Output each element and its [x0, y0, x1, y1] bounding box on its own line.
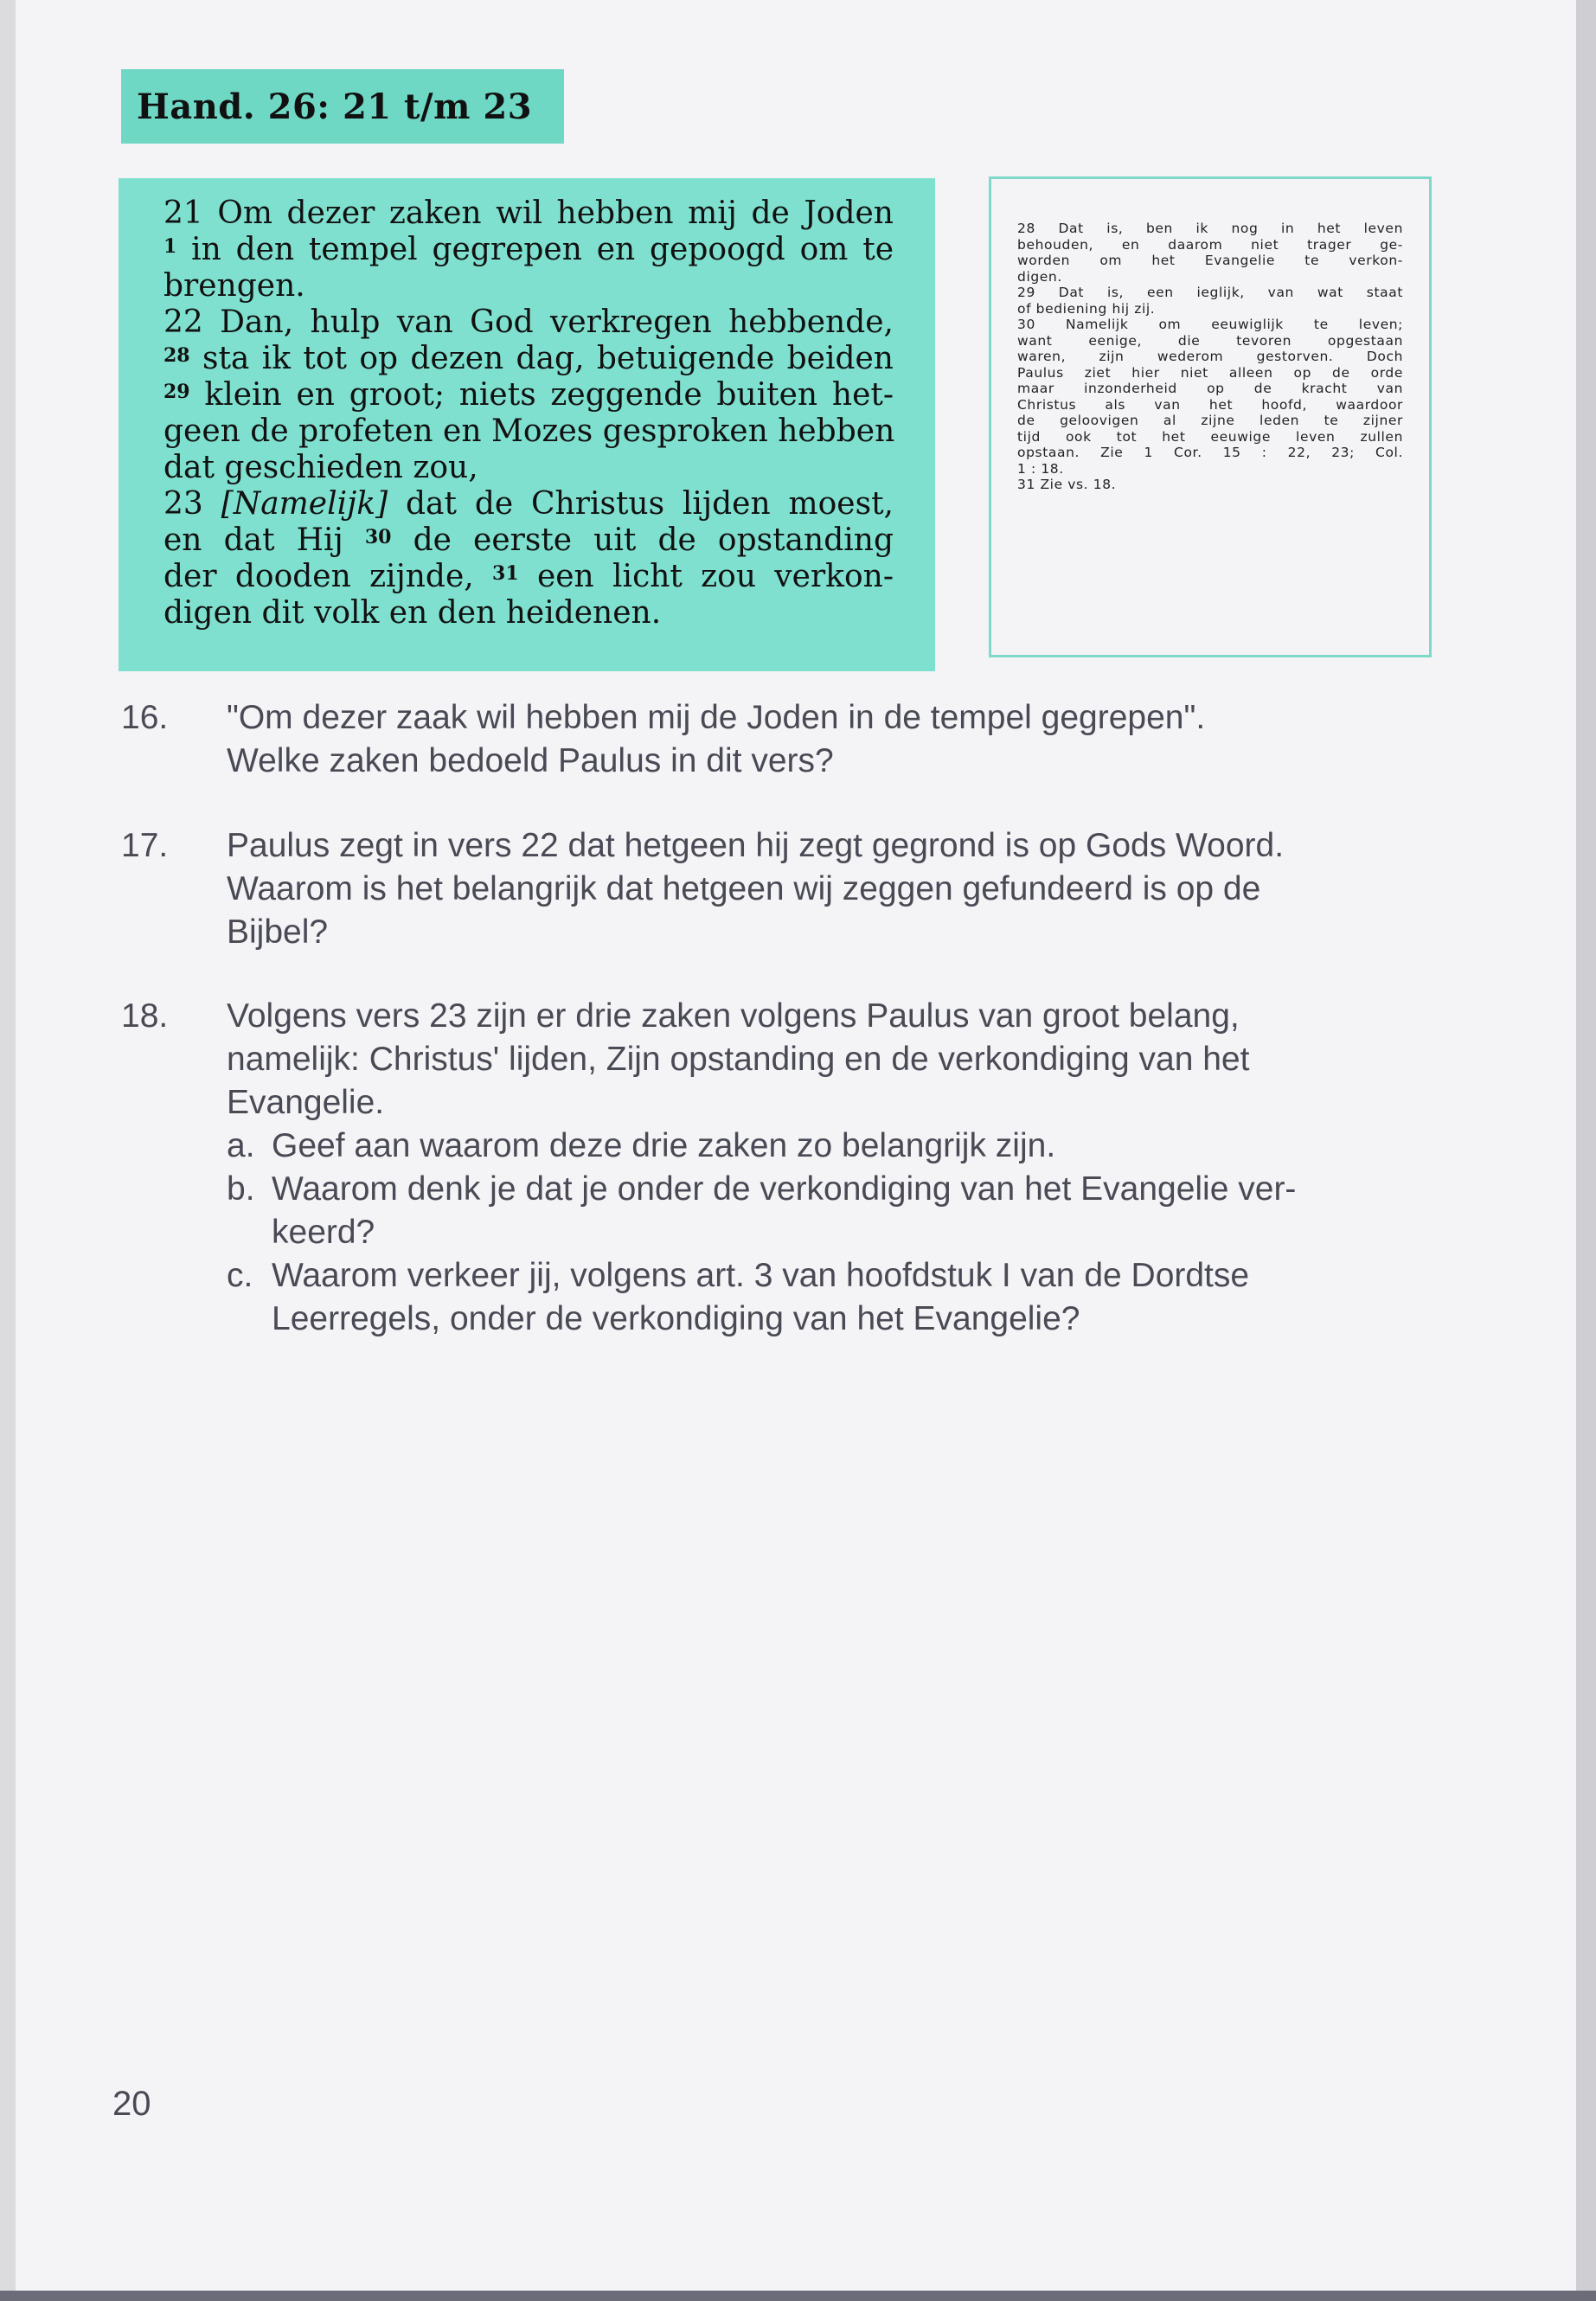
- scripture-line: [163, 486, 894, 522]
- scripture-line: [163, 377, 894, 413]
- bottom-edge: [0, 2291, 1596, 2301]
- sub-question-a: [227, 1125, 1296, 1168]
- question-text: [227, 696, 1205, 783]
- sub-question-b: [227, 1168, 1296, 1254]
- scripture-line: [163, 232, 894, 268]
- question-line: namelijk: Christus' lijden, Zijn opstanding en de verkondiging van het: [227, 1041, 1250, 1078]
- sub-question-line: Geef aan waarom deze drie zaken zo belangrijk zijn.: [272, 1127, 1056, 1164]
- scripture-text: in den tempel gegrepen en gepoogd om te: [176, 232, 894, 267]
- question-line: Welke zaken bedoeld Paulus in dit vers?: [227, 742, 834, 779]
- sub-question-line: keerd?: [272, 1214, 375, 1251]
- question-number: 16.: [121, 699, 169, 736]
- footnote-marker: 31: [492, 562, 519, 585]
- sub-question-line: Waarom verkeer jij, volgens art. 3 van hoofdstuk I van de Dordtse: [272, 1257, 1250, 1294]
- scripture-line: [163, 341, 894, 377]
- scripture-line: [163, 450, 894, 486]
- sub-question-letter: c.: [227, 1257, 253, 1294]
- footnote-line: 31 Zie vs. 18.: [1017, 477, 1117, 492]
- footnote-line: 28 Dat is, ben ik nog in het leven: [1017, 221, 1403, 236]
- question-text: [227, 824, 1284, 954]
- scripture-text: 21 Om dezer zaken wil hebben mij de Joden: [163, 195, 894, 231]
- scripture-text: dat de Christus lijden moest,: [388, 486, 894, 522]
- footnote-line: 1 : 18.: [1017, 460, 1064, 477]
- scripture-text: geen de profeten en Mozes gesproken hebben: [163, 413, 895, 449]
- sub-question-letter: b.: [227, 1170, 255, 1208]
- footnotes-box: [989, 176, 1432, 657]
- footnote-line: de geloovigen al zijne leden te zijner: [1017, 413, 1403, 428]
- footnote-marker: 28: [163, 344, 190, 367]
- question-line: Bijbel?: [227, 913, 329, 951]
- question-text: [227, 995, 1296, 1341]
- sub-question-c: [227, 1254, 1296, 1341]
- footnote-marker: 1: [163, 235, 177, 258]
- question-line: Volgens vers 23 zijn er drie zaken volgens Paulus van groot belang,: [227, 997, 1240, 1035]
- scripture-line: [163, 304, 894, 341]
- footnote-line: digen.: [1017, 268, 1062, 285]
- question-line: "Om dezer zaak wil hebben mij de Joden in de tempel gegrepen".: [227, 699, 1206, 736]
- footnote-line: tijd ook tot het eeuwige leven zullen: [1017, 428, 1403, 445]
- scripture-text: 22 Dan, hulp van God verkregen hebbende,: [163, 304, 894, 340]
- question-number: 17.: [121, 827, 169, 864]
- page-number: 20: [112, 2085, 151, 2123]
- footnote-marker: 30: [364, 526, 392, 548]
- scripture-line: [163, 559, 894, 595]
- footnote-marker: 29: [163, 381, 190, 403]
- sub-question-line: Leerregels, onder de verkondiging van het Evangelie?: [272, 1300, 1080, 1337]
- scripture-italic: [Namelijk]: [221, 486, 388, 522]
- scripture-text: klein en groot; niets zeggende buiten het-: [189, 377, 894, 413]
- scripture-line: [163, 522, 894, 559]
- scripture-text: sta ik tot op dezen dag, betuigende beiden: [189, 341, 894, 376]
- scripture-text: brengen.: [163, 268, 305, 304]
- footnote-line: waren, zijn wederom gestorven. Doch: [1017, 349, 1403, 364]
- question-number: 18.: [121, 997, 169, 1035]
- page-edge: [1576, 0, 1596, 2301]
- footnote-line: worden om het Evangelie te verkon-: [1017, 253, 1403, 268]
- scripture-line: [163, 595, 894, 631]
- footnote-line: maar inzonderheid op de kracht van: [1017, 381, 1403, 396]
- footnote-line: opstaan. Zie 1 Cor. 15 : 22, 23; Col.: [1017, 445, 1403, 460]
- question-line: Paulus zegt in vers 22 dat hetgeen hij zegt gegrond is op Gods Woord.: [227, 827, 1285, 864]
- footnote-line: Paulus ziet hier niet alleen op de orde: [1017, 364, 1403, 381]
- scripture-text: een licht zou verkon-: [518, 559, 894, 594]
- scripture-line: [163, 195, 894, 232]
- scripture-text: dat geschieden zou,: [163, 450, 478, 485]
- footnote-line: 30 Namelijk om eeuwiglijk te leven;: [1017, 317, 1403, 332]
- sub-question-letter: a.: [227, 1127, 255, 1164]
- scripture-text: der dooden zijnde,: [163, 559, 493, 594]
- scripture-line: [163, 413, 894, 450]
- question-line: Evangelie.: [227, 1084, 385, 1121]
- question-line: Waarom is het belangrijk dat hetgeen wij zeggen gefundeerd is op de: [227, 870, 1261, 907]
- footnote-line: want eenige, die tevoren opgestaan: [1017, 332, 1403, 349]
- scripture-text: en dat Hij: [163, 522, 365, 558]
- scripture-text: digen dit volk en den heidenen.: [163, 595, 662, 631]
- passage-heading: Hand. 26: 21 t/m 23: [121, 69, 564, 144]
- sub-question-line: Waarom denk je dat je onder de verkondiging van het Evangelie ver-: [272, 1170, 1297, 1208]
- scripture-box: [119, 178, 935, 671]
- scripture-line: [163, 268, 894, 304]
- footnote-line: Christus als van het hoofd, waardoor: [1017, 396, 1403, 413]
- footnote-line: 29 Dat is, een ieglijk, van wat staat: [1017, 285, 1403, 300]
- scripture-text: de eerste uit de opstanding: [391, 522, 894, 558]
- footnote-line: of bediening hij zij.: [1017, 300, 1156, 317]
- footnote-line: behouden, en daarom niet trager ge-: [1017, 236, 1403, 253]
- scripture-text: 23: [163, 486, 221, 522]
